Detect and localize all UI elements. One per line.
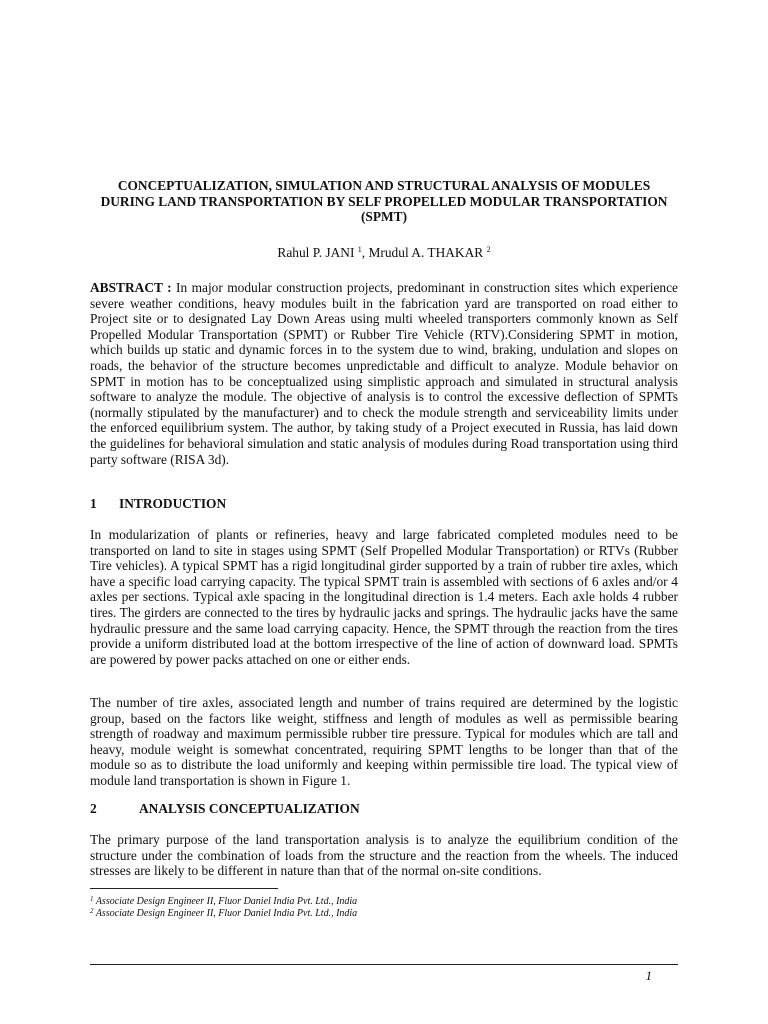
author-name: Rahul P. JANI [277,245,355,260]
abstract-label: ABSTRACT : [90,280,172,295]
body-paragraph: The number of tire axles, associated length and number of trains required are determined by the logistic group, based on the factors like weight, stiffness and length of modules as well as permissible bearing strength of roadway and maximum permissible rubber tire pressure. Typical for modules which are tall and heavy, module weight is somewhat concentrated, requiring SPMT lengths to be longer than that of the module so as to distribute the load uniformly and keeping within permissible tire load. The typical view of module land transportation is shown in Figure 1. [90,695,678,788]
footnote-text: Associate Design Engineer II, Fluor Daniel India Pvt. Ltd., India [95,908,358,919]
page-number: 1 [645,968,652,983]
section-number: 2 [90,801,97,816]
author-separator: , [361,245,369,260]
body-paragraph: In modularization of plants or refineries, heavy and large fabricated completed modules need to be transported on land to site in stages using SPMT (Self Propelled Modular Transportation) or RTVs (Rubber Tire vehicles). A typical SPMT has a rigid longitudinal girder supported by a train of rubber tire axles, which have a specific load carrying capacity. The typical SPMT train is assembled with sections of 6 axles and/or 4 axles per sections. Typical axle spacing in the longitudinal direction is 1.4 meters. Each axle holds 4 rubber tires. The girders are connected to the tires by hydraulic jacks and springs. The hydraulic jacks have the same hydraulic pressure and the same load carrying capacity. Hence, the SPMT through the reaction from the tires provide a uniform distributed load at the bottom irrespective of the line of action of downward load. SPMTs are powered by power packs attached on one or either ends. [90,527,678,667]
footnote [90,906,357,919]
section-heading-analysis [90,801,360,817]
abstract-text: In major modular construction projects, predominant in construction sites which experience severe weather conditions, heavy modules built in the fabrication yard are transported on road either to Project site or to designated Lay Down Areas using multi wheeled transporters commonly known as Self Propelled Modular Transportation (SPMT) or Rubber Tire Vehicle (RTV).Considering SPMT in motion, which builds up static and dynamic forces in to the system due to wind, braking, undulation and slopes on roads, the behavior of the structure becomes unpredictable and difficult to analyze. Module behavior on SPMT in motion has to be conceptualized using simplistic approach and simulated in structural analysis software to analyze the module. The objective of analysis is to control the excessive deflection of SPMTs (normally stipulated by the manufacturer) and to check the module strength and serviceability limits under the enforced equilibrium system. The author, by taking study of a Project executed in Russia, has laid down the guidelines for behavioral simulation and static analysis of modules during Road transportation using third party software (RISA 3d). [90,280,678,467]
paper-title: CONCEPTUALIZATION, SIMULATION AND STRUCTURAL ANALYSIS OF MODULES DURING LAND TRANSPORTATION BY SELF PROPELLED MODULAR TRANSPORTATION (SPMT) [100,178,668,225]
footnote-marker: 1 [90,895,94,903]
abstract-paragraph [90,280,678,467]
footer-divider [90,964,678,965]
footnote-marker: 2 [486,245,491,254]
section-title: INTRODUCTION [119,496,227,511]
author-line [90,242,678,261]
footnote-marker: 2 [90,907,94,915]
footnote-marker: 1 [357,245,362,254]
footnote-divider [90,888,278,889]
section-number: 1 [90,496,97,511]
section-title: ANALYSIS CONCEPTUALIZATION [139,801,360,816]
footnote-text: Associate Design Engineer II, Fluor Daniel India Pvt. Ltd., India [95,896,358,907]
section-heading-introduction [90,496,226,512]
author-name: Mrudul A. THAKAR [368,245,484,260]
body-paragraph: The primary purpose of the land transportation analysis is to analyze the equilibrium condition of the structure under the combination of loads from the structure and the reaction from the wheels. The induced stresses are likely to be different in nature than that of the normal on-site conditions. [90,832,678,879]
